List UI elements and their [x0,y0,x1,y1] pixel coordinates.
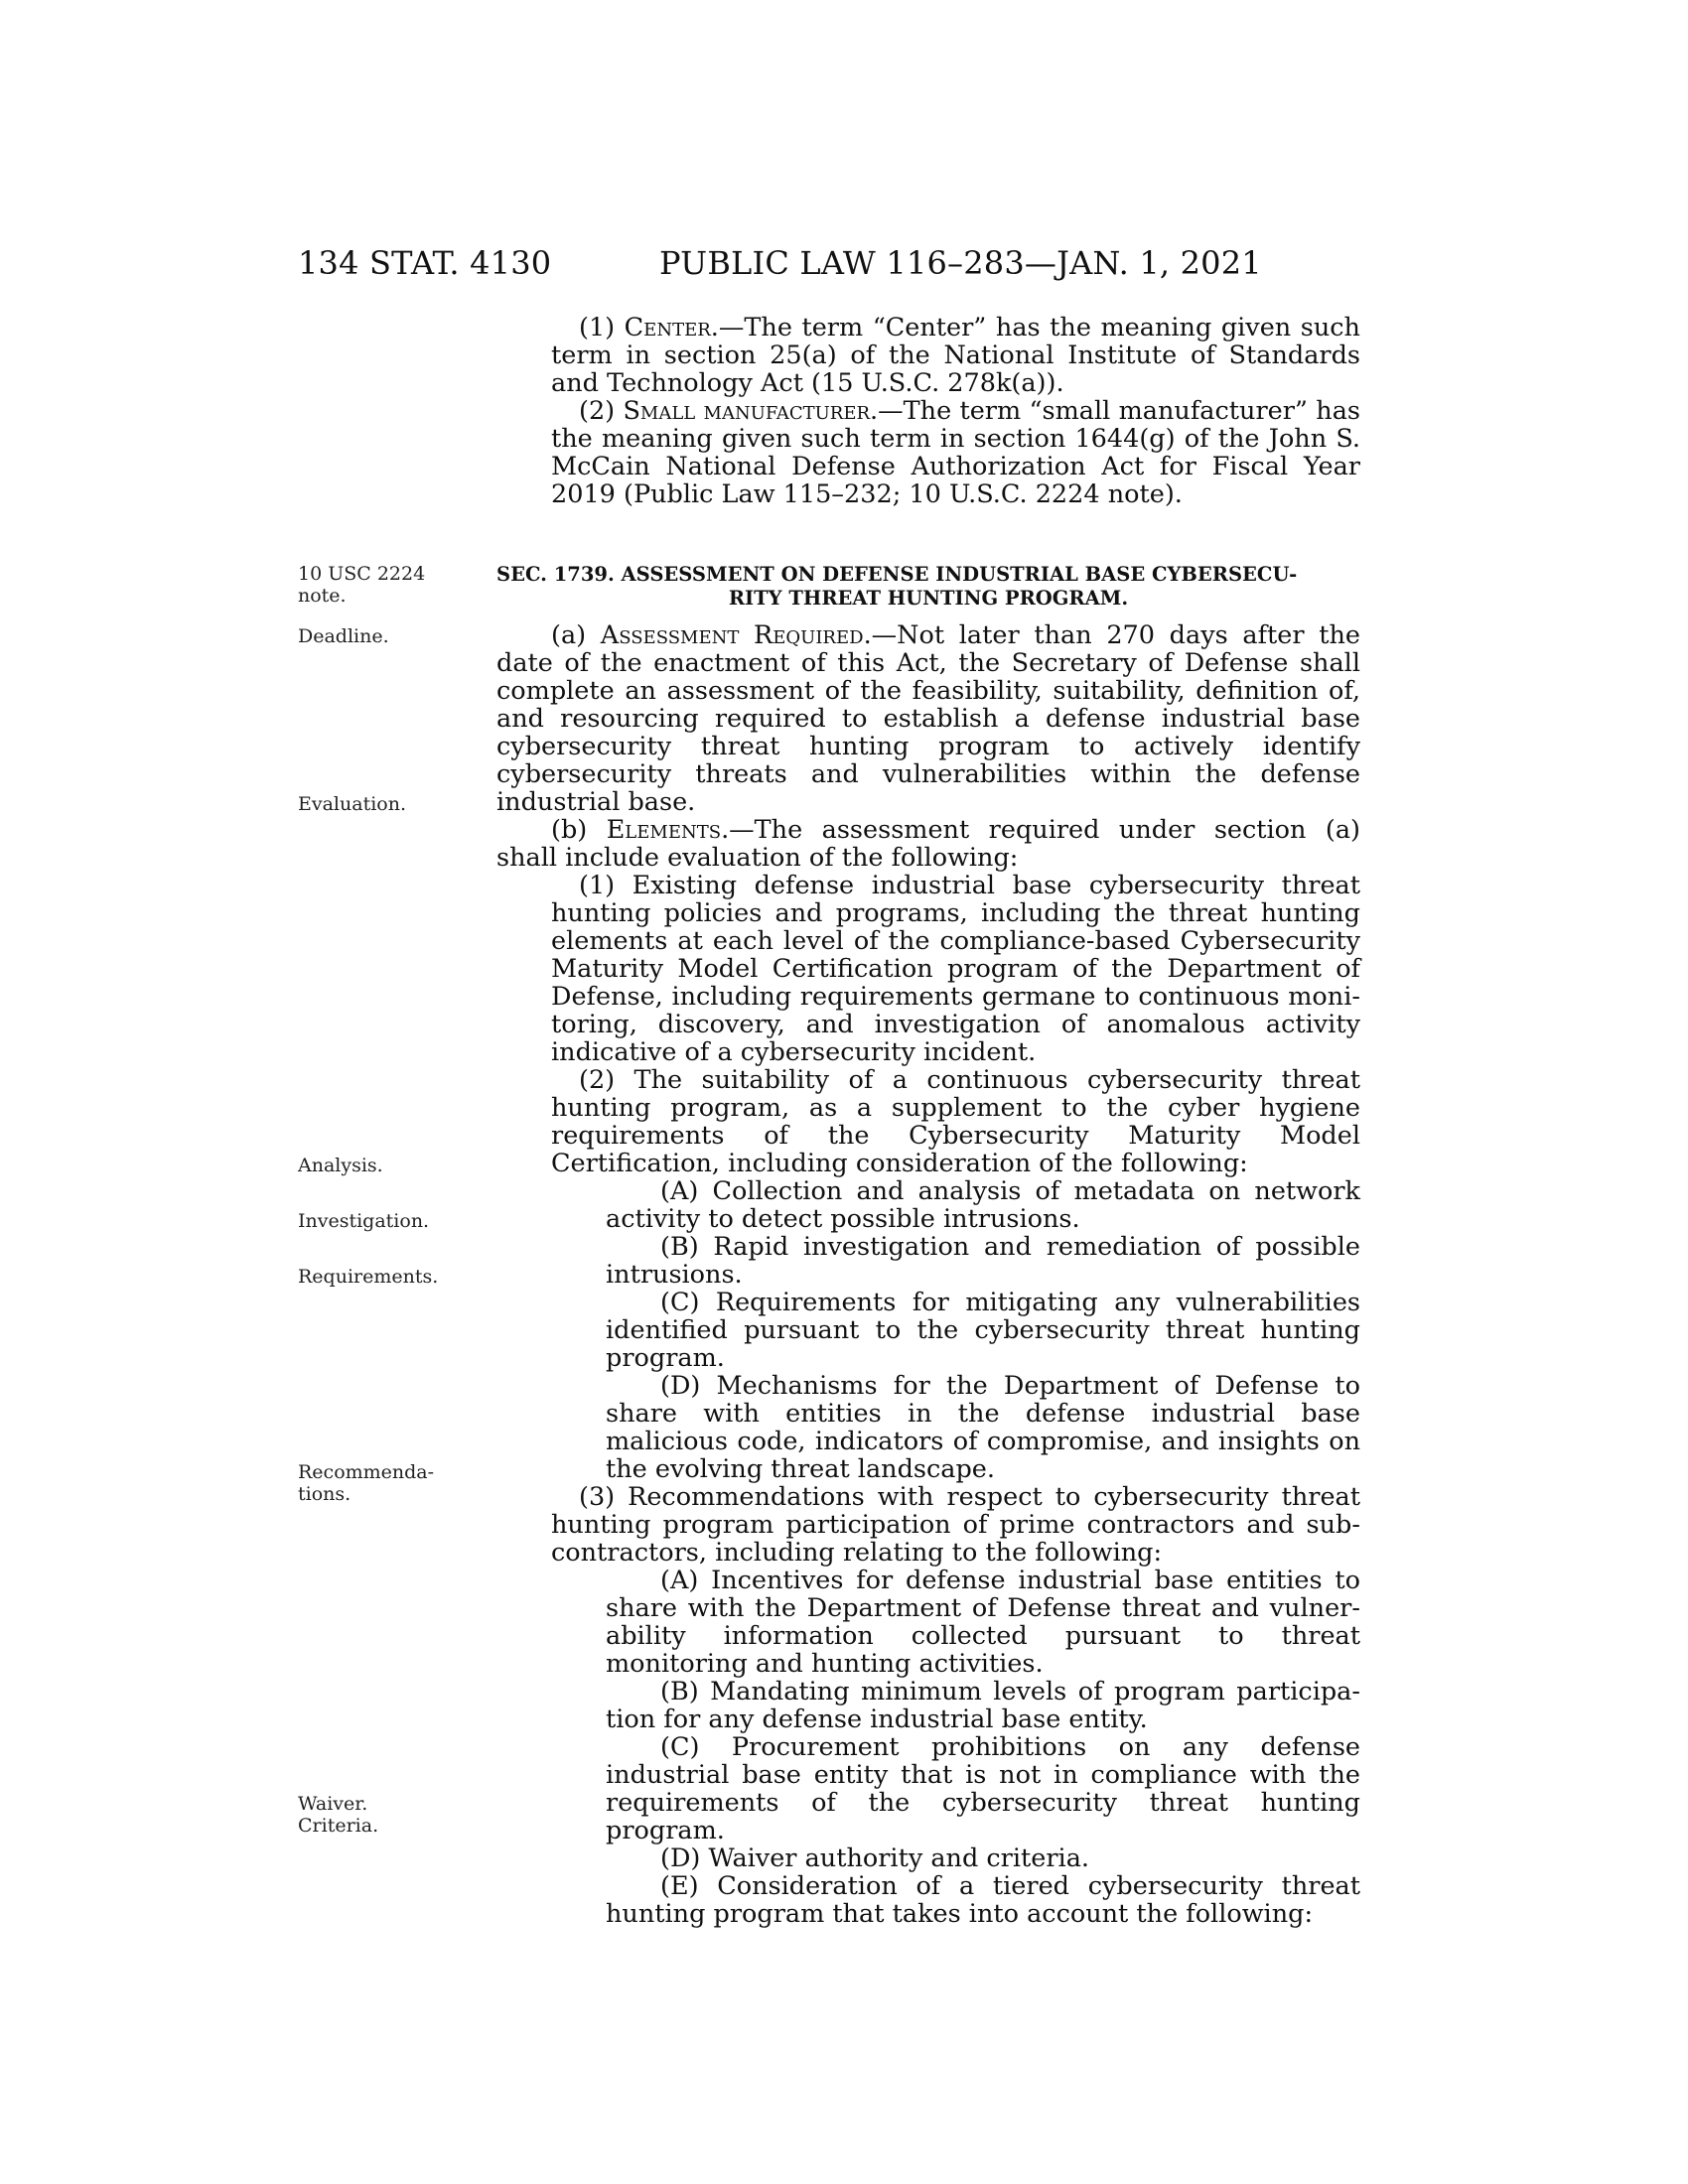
subparagraph-3d: (D) Waiver authority and criteria. [660,1843,1090,1873]
public-law-title: PUBLIC LAW 116–283—JAN. 1, 2021 [659,244,1262,282]
margin-note-deadline: Deadline. [298,625,389,647]
subparagraph-3b: (B) Mandating minimum levels of program participation for any defense industrial base entity. [606,1677,1360,1734]
definition-small-manufacturer: (2) Small manufacturer.—The term “small manufacturer” has the meaning given such term in section 1644(g) of the John S. McCain National Defense Authorization Act for Fiscal Year 2019 (Public Law 115–232; 10 U.S.C. 2224 note). [551,396,1360,509]
subsection-a: (a) Assessment Required.—Not later than 270 days after the date of the enactment of this Act, the Secretary of Defense shall complete an assessment of the feasibility, suitability, definition of, and resourcing required to establish a defense industrial base cybersecurity threat hunting program to actively identify cybersecurity threats and vulnerabilities within the defense industrial base. [496,620,1360,817]
paragraph-3: (3) Recommendations with respect to cybersecurity threat hunting program participation of prime contractors and subcontractors, including relating to the following: [551,1482,1360,1568]
margin-note-investigation: Investigation. [298,1210,430,1232]
margin-note-usc: 10 USC 2224 note. [298,563,426,607]
margin-note-requirements: Requirements. [298,1266,439,1288]
margin-note-analysis: Analysis. [298,1155,383,1176]
definition-center: (1) Center.—The term “Center” has the meaning given such term in section 25(a) of the National Institute of Standards and Technology Act (15 U.S.C. 278k(a)). [551,313,1360,398]
subparagraph-3e: (E) Consideration of a tiered cybersecurity threat hunting program that takes into account the following: [606,1871,1360,1929]
margin-note-recommendations: Recommenda- tions. [298,1461,435,1505]
subsection-b: (b) Elements.—The assessment required under section (a) shall include evaluation of the following: [496,815,1361,873]
subparagraph-2b: (B) Rapid investigation and remediation of possible intrusions. [606,1232,1360,1290]
subparagraph-3a: (A) Incentives for defense industrial base entities to share with the Department of Defense threat and vulnerability information collected pursuant to threat monitoring and hunting activities. [606,1566,1360,1679]
section-body [496,621,1360,1928]
margin-note-waiver-criteria: Waiver. Criteria. [298,1793,379,1837]
subparagraph-3c: (C) Procurement prohibitions on any defense industrial base entity that is not in compliance with the requirements of the cybersecurity threat hunting program. [606,1732,1360,1845]
subparagraph-2a: (A) Collection and analysis of metadata on network activity to detect possible intrusions. [606,1176,1360,1234]
section-heading: SEC. 1739. ASSESSMENT ON DEFENSE INDUSTRIAL BASE CYBERSECU- RITY THREAT HUNTING PROGRAM. [496,563,1298,610]
subparagraph-2d: (D) Mechanisms for the Department of Defense to share with entities in the defense industrial base malicious code, indicators of compromise, and insights on the evolving threat landscape. [606,1371,1360,1484]
paragraph-2: (2) The suitability of a continuous cybersecurity threat hunting program, as a supplement to the cyber hygiene requirements of the Cybersecurity Maturity Model Certification, including consideration of the following: [551,1065,1360,1178]
margin-note-evaluation: Evaluation. [298,793,406,815]
statute-page-number: 134 STAT. 4130 [298,244,552,282]
subparagraph-2c: (C) Requirements for mitigating any vulnerabilities identified pursuant to the cybersecurity threat hunting program. [606,1288,1360,1373]
paragraph-1: (1) Existing defense industrial base cybersecurity threat hunting policies and programs, including the threat hunting elements at each level of the compliance-based Cybersecurity Maturity Model Certification program of the Department of Defense, including requirements germane to continuous monitoring, discovery, and investigation of anomalous activity indicative of a cybersecurity incident. [551,871,1360,1067]
definitions-block [496,314,1360,508]
